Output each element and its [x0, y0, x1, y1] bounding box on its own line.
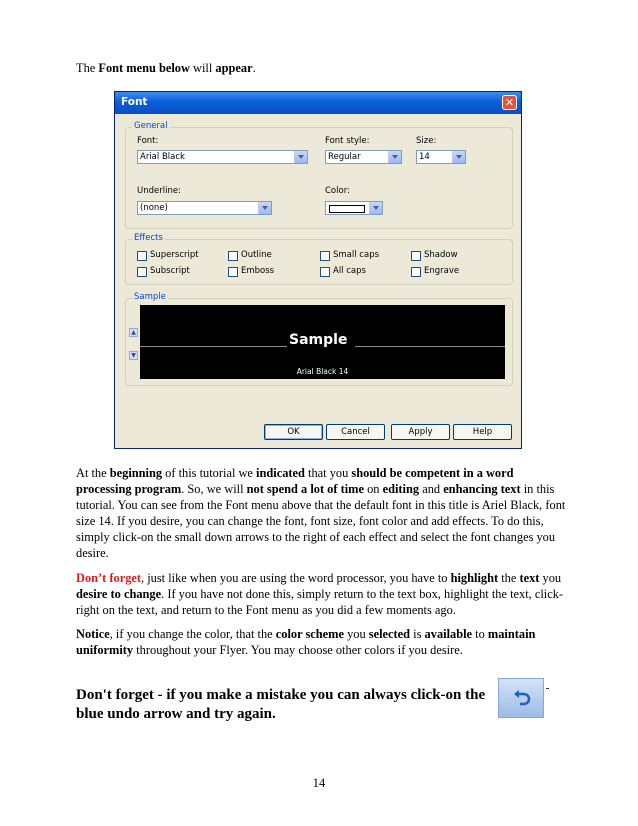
checkbox-box[interactable] — [320, 267, 330, 277]
paragraph-3: Notice, if you change the color, that the color scheme you selected is available to maintain uniformity throughout your Flyer. You may choose other colors if you desire. — [76, 627, 536, 657]
undo-tip: Don't forget - if you make a mistake you can always click-on the blue undo arrow and try again. — [76, 687, 486, 722]
color-swatch — [329, 205, 365, 213]
font-style-value: Regular — [328, 152, 361, 162]
sample-text: Sample — [289, 332, 348, 348]
sample-group-label: Sample — [134, 292, 166, 302]
font-value: Arial Black — [140, 152, 185, 162]
chevron-down-icon[interactable] — [369, 202, 382, 214]
close-icon[interactable]: ✕ — [502, 95, 517, 110]
checkbox-box[interactable] — [228, 251, 238, 261]
undo-arrow-glyph — [511, 687, 533, 709]
general-group-label: General — [134, 121, 168, 131]
underline-label: Underline: — [137, 186, 181, 196]
color-label: Color: — [325, 186, 350, 196]
chevron-down-icon[interactable] — [452, 151, 465, 163]
font-combo[interactable] — [137, 150, 308, 164]
ok-button[interactable]: OK — [264, 424, 323, 440]
font-style-label: Font style: — [325, 136, 370, 146]
chevron-down-icon[interactable] — [294, 151, 307, 163]
intro-sentence: The Font menu below will appear. — [76, 61, 256, 75]
chevron-down-icon[interactable] — [388, 151, 401, 163]
checkbox-box[interactable] — [411, 267, 421, 277]
underline-value: (none) — [140, 203, 168, 213]
page-number: 14 — [312, 776, 326, 790]
checkbox-box[interactable] — [228, 267, 238, 277]
checkbox-box[interactable] — [137, 267, 147, 277]
help-button[interactable]: Help — [453, 424, 512, 440]
paragraph-1: At the beginning of this tutorial we indicated that you should be competent in a word processing program. So, we will not spend a lot of time on editing and enhancing text in this tutorial. You can see from the Font menu above that the default font in this title is Ariel Black, font size 14. If you desire, you can change the font, font size, font color and add effects. To do this, simply click-on the small down arrows to the right of each effect and select the font changes you desire. — [76, 466, 566, 560]
sample-font-description: Arial Black 14 — [296, 367, 349, 376]
effects-group — [125, 233, 513, 285]
checkbox-box[interactable] — [320, 251, 330, 261]
color-combo[interactable] — [325, 201, 383, 215]
apply-button[interactable]: Apply — [391, 424, 450, 440]
stray-mark — [546, 688, 549, 689]
checkbox-box[interactable] — [411, 251, 421, 261]
underline-combo[interactable] — [137, 201, 272, 215]
paragraph-2: Don’t forget, just like when you are using the word processor, you have to highlight the text you desire to change. If you have not done this, simply return to the text box, highlight the text, click-right on the text, and return to the Font menu as you did a few moments ago. — [76, 571, 564, 617]
font-label: Font: — [137, 136, 159, 146]
chevron-down-icon[interactable] — [258, 202, 271, 214]
effects-group-label: Effects — [134, 233, 163, 243]
sample-preview — [140, 305, 505, 379]
font-dialog: Font ✕ General Font: Arial Black Font style: Regular Size: 14 Underline: (none) Color: Effects Superscript Outline Small caps Shadow Subscript Emboss All caps Engrave Sample ▲ ▼ Sample Arial Black 14 OK Cancel Apply Help — [114, 91, 522, 449]
undo-arrow-icon — [498, 678, 544, 718]
cancel-button[interactable]: Cancel — [326, 424, 385, 440]
dialog-title: Font — [121, 96, 148, 108]
size-combo[interactable] — [416, 150, 466, 164]
size-value: 14 — [419, 152, 430, 162]
scroll-up-icon[interactable]: ▲ — [129, 328, 138, 337]
font-style-combo[interactable] — [325, 150, 402, 164]
size-label: Size: — [416, 136, 437, 146]
scroll-down-icon[interactable]: ▼ — [129, 351, 138, 360]
baseline-left — [140, 346, 287, 347]
checkbox-box[interactable] — [137, 251, 147, 261]
baseline-right — [355, 346, 505, 347]
dialog-title-bar[interactable] — [115, 92, 521, 114]
